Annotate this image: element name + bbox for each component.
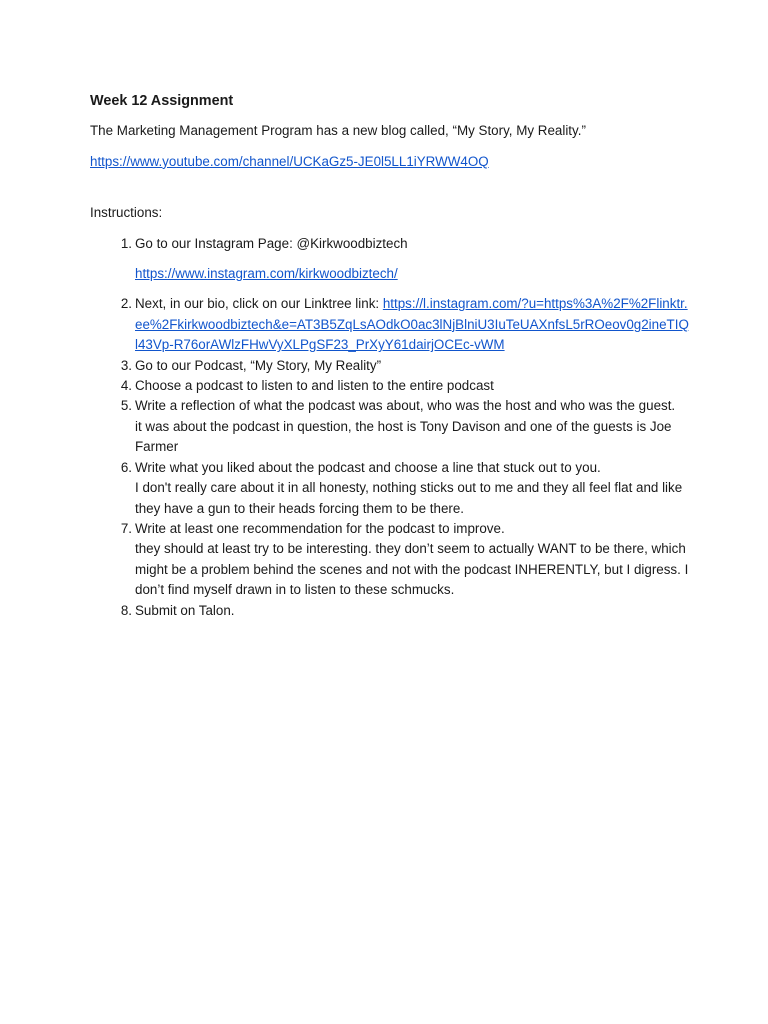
instagram-link[interactable]: https://www.instagram.com/kirkwoodbiztech/ bbox=[135, 266, 398, 282]
item-text: Write a reflection of what the podcast was about, who was the host and who was the guest. bbox=[135, 398, 676, 414]
list-number: 1. bbox=[120, 235, 132, 251]
intro-paragraph: The Marketing Management Program has a new blog called, “My Story, My Reality.” bbox=[90, 123, 586, 139]
list-item bbox=[90, 376, 690, 396]
item-text: Write what you liked about the podcast and choose a line that stuck out to you. bbox=[135, 459, 601, 475]
item-text: Go to our Podcast, “My Story, My Reality” bbox=[135, 357, 382, 373]
item-answer: they should at least try to be interesting. they don’t seem to actually WANT to be there, which might be a problem behind the scenes and not with the podcast INHERENTLY, but I digress. I don’t find myself drawn in to listen to these schmucks. bbox=[135, 541, 689, 598]
list-number: 7. bbox=[120, 520, 132, 536]
item-answer: I don't really care about it in all honesty, nothing sticks out to me and they all feel flat and like they have a gun to their heads forcing them to be there. bbox=[135, 480, 683, 516]
item-text: Submit on Talon. bbox=[135, 602, 235, 618]
item-answer: it was about the podcast in question, the host is Tony Davison and one of the guests is Joe Farmer bbox=[135, 418, 672, 455]
list-number: 2. bbox=[120, 296, 132, 312]
list-item bbox=[90, 396, 690, 457]
list-item bbox=[90, 234, 690, 285]
item-text: Choose a podcast to listen to and listen to the entire podcast bbox=[135, 378, 494, 394]
item-text: Go to our Instagram Page: @Kirkwoodbiztech bbox=[135, 235, 408, 251]
list-number: 8. bbox=[120, 602, 132, 618]
list-number: 4. bbox=[120, 378, 132, 394]
instructions-list bbox=[90, 234, 690, 621]
list-number: 3. bbox=[120, 357, 132, 373]
list-item bbox=[90, 294, 690, 355]
list-number: 5. bbox=[120, 398, 132, 414]
document-page bbox=[90, 91, 690, 621]
youtube-link[interactable]: https://www.youtube.com/channel/UCKaGz5-JE0l5LL1iYRWW4OQ bbox=[90, 153, 489, 169]
linktree-link[interactable]: https://l.instagram.com/?u=https%3A%2F%2Flinktr.ee%2Fkirkwoodbiztech&e=AT3B5ZqLsAOdkO0ac3lNjBlniU3IuTeUAXnfsL5rROeov0g2ineTIQl43Vp-R76orAWlzFHwVyXLPgSF23_PrXyY61dairjOCEc-vWM bbox=[135, 296, 689, 353]
list-item bbox=[90, 458, 690, 519]
list-item bbox=[90, 601, 690, 621]
item-text: Write at least one recommendation for the podcast to improve. bbox=[135, 520, 505, 536]
document-title: Week 12 Assignment bbox=[90, 93, 234, 109]
list-item bbox=[90, 519, 690, 601]
instructions-label: Instructions: bbox=[90, 205, 163, 221]
list-item bbox=[90, 356, 690, 376]
list-number: 6. bbox=[120, 459, 132, 475]
item-text: Next, in our bio, click on our Linktree link: bbox=[135, 296, 383, 312]
